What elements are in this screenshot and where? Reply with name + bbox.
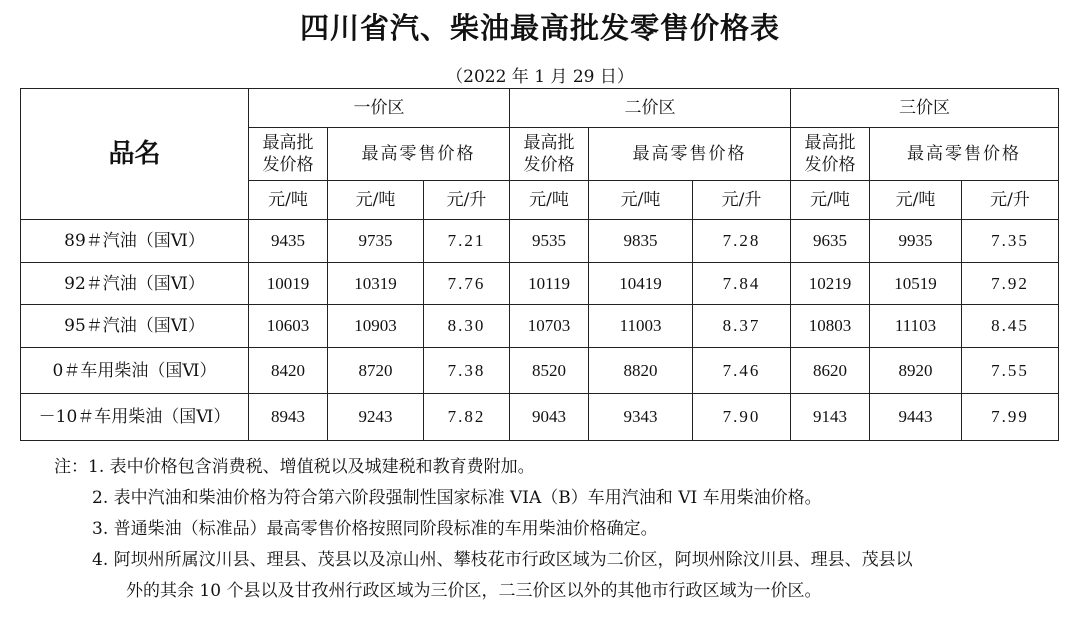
price-cell: 10219 [791, 263, 870, 305]
wholesale-header: 最高批 发价格 [249, 128, 328, 181]
price-cell: 10019 [249, 263, 328, 305]
price-cell: 9043 [510, 394, 589, 441]
table-row [21, 394, 1059, 441]
price-cell: 7.55 [962, 348, 1059, 394]
price-cell: 8620 [791, 348, 870, 394]
note-3: 3. 普通柴油（标准品）最高零售价格按照同阶段标准的车用柴油价格确定。 [92, 519, 658, 539]
unit-label: 元/升 [693, 181, 791, 220]
product-name: 0＃车用柴油（国Ⅵ） [21, 348, 249, 394]
retail-header: 最高零售价格 [589, 128, 791, 181]
note-4-continued: 外的其余 10 个县以及甘孜州行政区域为三价区，二三价区以外的其他市行政区域为一价区。 [126, 581, 822, 601]
unit-label: 元/吨 [870, 181, 962, 220]
price-cell: 10603 [249, 305, 328, 348]
price-cell: 9535 [510, 220, 589, 263]
price-cell: 8720 [328, 348, 424, 394]
price-cell: 8943 [249, 394, 328, 441]
price-cell: 9735 [328, 220, 424, 263]
retail-header: 最高零售价格 [328, 128, 510, 181]
table-row [21, 305, 1059, 348]
price-cell: 9443 [870, 394, 962, 441]
price-cell: 9635 [791, 220, 870, 263]
table-row [21, 348, 1059, 394]
price-cell: 7.90 [693, 394, 791, 441]
price-cell: 7.92 [962, 263, 1059, 305]
price-cell: 7.38 [424, 348, 510, 394]
unit-label: 元/升 [962, 181, 1059, 220]
price-table [20, 88, 1059, 441]
price-cell: 7.35 [962, 220, 1059, 263]
price-cell: 11003 [589, 305, 693, 348]
price-cell: 10803 [791, 305, 870, 348]
product-header: 品名 [21, 89, 249, 220]
price-cell: 8920 [870, 348, 962, 394]
price-cell: 10319 [328, 263, 424, 305]
zone-header: 一价区 [249, 89, 510, 128]
wholesale-header: 最高批 发价格 [791, 128, 870, 181]
price-cell: 7.84 [693, 263, 791, 305]
price-cell: 8520 [510, 348, 589, 394]
product-name: 92＃汽油（国Ⅵ） [21, 263, 249, 305]
note-2: 2. 表中汽油和柴油价格为符合第六阶段强制性国家标准 VIA（B）车用汽油和 VI 车用柴油价格。 [92, 488, 822, 508]
price-cell: 8420 [249, 348, 328, 394]
zone-header: 二价区 [510, 89, 791, 128]
price-cell: 9835 [589, 220, 693, 263]
price-cell: 9143 [791, 394, 870, 441]
note-4: 4. 阿坝州所属汶川县、理县、茂县以及凉山州、攀枝花市行政区域为二价区，阿坝州除汶川县、理县、茂县以 [92, 550, 913, 570]
price-cell: 7.21 [424, 220, 510, 263]
notes-section [54, 452, 1064, 607]
product-name: －10＃车用柴油（国Ⅵ） [21, 394, 249, 441]
price-cell: 9343 [589, 394, 693, 441]
price-cell: 7.76 [424, 263, 510, 305]
unit-label: 元/升 [424, 181, 510, 220]
unit-label: 元/吨 [510, 181, 589, 220]
product-name: 89＃汽油（国Ⅵ） [21, 220, 249, 263]
unit-label: 元/吨 [791, 181, 870, 220]
retail-header: 最高零售价格 [870, 128, 1059, 181]
price-cell: 9435 [249, 220, 328, 263]
page-title: 四川省汽、柴油最高批发零售价格表 [299, 11, 780, 45]
note-1: 注：1. 表中价格包含消费税、增值税以及城建税和教育费附加。 [54, 457, 535, 477]
price-cell: 11103 [870, 305, 962, 348]
price-cell: 10703 [510, 305, 589, 348]
table-row [21, 263, 1059, 305]
table-row [21, 220, 1059, 263]
unit-label: 元/吨 [589, 181, 693, 220]
price-cell: 8820 [589, 348, 693, 394]
zone-header: 三价区 [791, 89, 1059, 128]
date-subtitle: （2022 年 1 月 29 日） [446, 67, 634, 87]
price-cell: 10119 [510, 263, 589, 305]
price-cell: 7.28 [693, 220, 791, 263]
product-name: 95＃汽油（国Ⅵ） [21, 305, 249, 348]
price-cell: 7.99 [962, 394, 1059, 441]
price-cell: 9243 [328, 394, 424, 441]
unit-label: 元/吨 [328, 181, 424, 220]
price-cell: 8.45 [962, 305, 1059, 348]
price-cell: 7.82 [424, 394, 510, 441]
price-cell: 7.46 [693, 348, 791, 394]
wholesale-header: 最高批 发价格 [510, 128, 589, 181]
price-cell: 8.37 [693, 305, 791, 348]
price-cell: 9935 [870, 220, 962, 263]
price-cell: 10903 [328, 305, 424, 348]
price-cell: 10519 [870, 263, 962, 305]
price-cell: 8.30 [424, 305, 510, 348]
unit-label: 元/吨 [249, 181, 328, 220]
price-cell: 10419 [589, 263, 693, 305]
